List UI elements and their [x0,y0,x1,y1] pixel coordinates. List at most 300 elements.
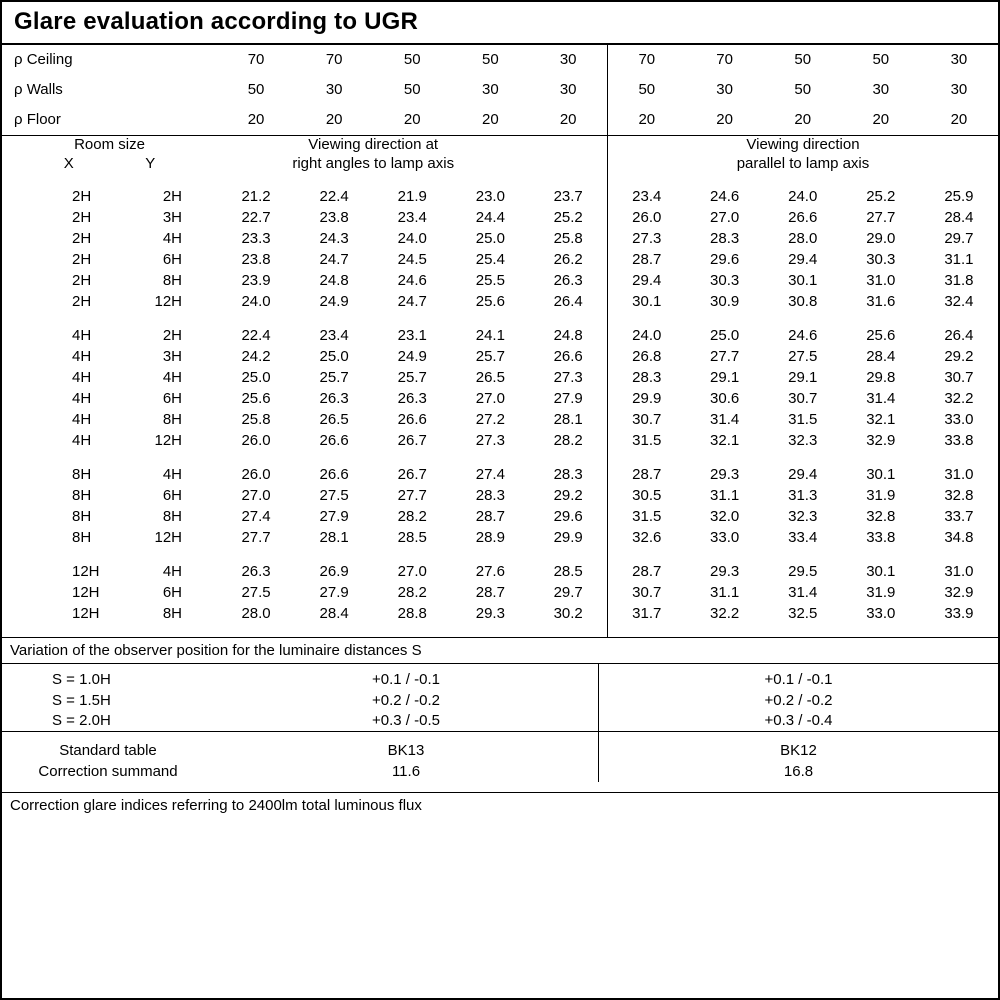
variation-perpendicular-values [214,664,599,731]
cell-ugr: 28.2 [397,584,427,602]
cell-x: 2H [72,188,92,206]
cell-ugr: 30.3 [866,251,896,269]
spacer-cell [842,548,920,561]
variation-perp-2: +0.2 / -0.2 [372,691,440,709]
spacer-cell [373,548,451,561]
cell-ugr: 31.5 [632,508,662,526]
cell-ugr: 30.2 [529,603,607,624]
cell-ugr: 22.4 [319,188,349,206]
cell-ugr: 27.5 [788,348,818,366]
cell-ugr: 27.3 [632,230,662,248]
footer-note: Correction glare indices referring to 2400lm total luminous flux [10,797,422,815]
table-row [2,291,998,312]
cell-ugr: 32.2 [944,390,974,408]
cell-ugr: 23.9 [241,272,271,290]
room-size-xy [2,561,217,582]
cell-ugr: 28.1 [319,529,349,547]
variation-block [2,664,998,731]
cell-ugr: 30.1 [632,293,662,311]
cell-ugr: 23.8 [319,209,349,227]
cell-walls-6: 50 [638,81,656,99]
cell-ugr: 27.0 [710,209,740,227]
room-size-x-label: X [63,154,74,172]
cell-ugr: 29.7 [944,230,974,248]
cell-ugr: 23.8 [241,251,271,269]
cell-floor-10: 20 [920,105,998,136]
cell-ugr: 27.7 [710,348,740,366]
cell-ugr: 30.9 [710,293,740,311]
cell-ceiling-9: 50 [872,51,890,69]
cell-x: 12H [72,563,100,581]
cell-ugr: 25.7 [319,369,349,387]
cell-ugr: 24.9 [319,293,349,311]
row-label-floor: ρ Floor [2,105,217,136]
cell-ugr: 27.3 [529,367,607,388]
table-row [2,270,998,291]
cell-ugr: 23.4 [632,188,662,206]
cell-ugr: 30.8 [788,293,818,311]
cell-ugr: 24.9 [397,348,427,366]
cell-ugr: 25.0 [241,369,271,387]
cell-ugr: 29.6 [710,251,740,269]
cell-ugr: 31.4 [788,584,818,602]
spacer-cell [451,624,529,637]
cell-ugr: 24.5 [397,251,427,269]
spacer-cell [842,312,920,325]
cell-ugr: 24.8 [529,325,607,346]
cell-ugr: 28.3 [475,487,505,505]
spacer-cell [2,624,217,637]
cell-y: 3H [162,348,183,366]
table-row [2,249,998,270]
spacer-cell [529,173,607,186]
cell-ugr: 29.2 [529,485,607,506]
table-row-walls [2,75,998,105]
table-row [2,207,998,228]
table-row-direction-headers [2,135,998,173]
spacer-row-top [2,173,998,186]
spacer-cell [373,312,451,325]
cell-ugr: 27.2 [475,411,505,429]
cell-x: 8H [72,487,92,505]
cell-y: 8H [162,508,183,526]
cell-floor-9: 20 [842,105,920,136]
cell-floor-1: 20 [217,105,295,136]
cell-ugr: 26.2 [529,249,607,270]
spacer-cell [607,173,685,186]
standard-table-parallel: BK12 [780,742,817,760]
row-label-walls: ρ Walls [14,81,63,99]
cell-ugr: 24.0 [397,230,427,248]
cell-ugr: 28.4 [944,209,974,227]
cell-y: 3H [162,209,183,227]
spacer-cell [529,548,607,561]
cell-ugr: 32.6 [632,529,662,547]
cell-ugr: 30.6 [710,390,740,408]
cell-ugr: 31.3 [788,487,818,505]
cell-ugr: 29.3 [710,563,740,581]
variation-labels [2,664,214,731]
cell-ugr: 32.9 [944,584,974,602]
cell-ugr: 26.3 [397,390,427,408]
cell-ceiling-4: 50 [482,51,499,69]
table-row [2,603,998,624]
cell-ugr: 30.7 [632,411,662,429]
direction-perpendicular-line2: right angles to lamp axis [292,154,455,172]
spacer-cell [529,312,607,325]
table-row [2,582,998,603]
cell-ugr: 32.1 [866,411,896,429]
cell-ugr: 24.6 [710,188,740,206]
cell-ugr: 27.7 [241,529,271,547]
cell-ugr: 30.5 [632,487,662,505]
cell-ugr: 27.6 [475,563,505,581]
room-size-xy [2,485,217,506]
cell-ugr: 26.6 [529,346,607,367]
bottom-padding [2,782,998,792]
cell-y: 12H [154,432,183,450]
cell-ugr: 28.7 [632,563,662,581]
room-size-xy [2,527,217,548]
cell-ugr: 29.1 [710,369,740,387]
table-row [2,325,998,346]
cell-y: 6H [162,487,183,505]
cell-ugr: 29.2 [944,348,974,366]
cell-ugr: 26.7 [397,466,427,484]
table-row [2,388,998,409]
cell-ugr: 33.9 [944,605,974,623]
cell-ugr: 32.5 [788,605,818,623]
spacer-cell [451,312,529,325]
cell-ugr: 31.1 [710,487,740,505]
cell-ugr: 31.5 [788,411,818,429]
room-size-xy [2,346,217,367]
cell-y: 12H [154,293,183,311]
room-size-xy [2,325,217,346]
cell-ugr: 28.2 [529,430,607,451]
cell-ugr: 34.8 [944,529,974,547]
room-size-xy [2,582,217,603]
spacer-cell [295,173,373,186]
spacer-cell [2,548,217,561]
room-size-xy [2,409,217,430]
cell-ugr: 26.6 [319,466,349,484]
cell-x: 4H [72,327,92,345]
cell-ugr: 24.1 [475,327,505,345]
cell-ugr: 29.9 [529,527,607,548]
cell-ugr: 24.6 [397,272,427,290]
cell-ugr: 25.7 [475,348,505,366]
cell-y: 4H [162,230,183,248]
variation-perp-3: +0.3 / -0.5 [372,711,440,729]
cell-ugr: 24.2 [241,348,271,366]
cell-x: 2H [72,293,92,311]
cell-ugr: 25.2 [529,207,607,228]
spacer-cell [2,312,217,325]
spacer-cell [529,624,607,637]
cell-ugr: 28.7 [632,251,662,269]
spacer-cell [295,451,373,464]
cell-ugr: 26.5 [319,411,349,429]
cell-ceiling-8: 50 [794,51,812,69]
spacer-cell [451,451,529,464]
standard-table-perpendicular: BK13 [387,742,425,760]
cell-ugr: 31.9 [866,487,896,505]
spacer-cell [217,548,295,561]
cell-ugr: 27.5 [319,487,349,505]
cell-ugr: 24.3 [319,230,349,248]
reflectance-header-table [2,45,998,638]
cell-x: 2H [72,251,92,269]
cell-y: 6H [162,584,183,602]
cell-ceiling-5: 30 [529,45,607,75]
cell-ugr: 21.9 [397,188,427,206]
spacer-cell [686,548,764,561]
cell-ugr: 33.8 [866,529,896,547]
table-row-floor [2,105,998,136]
cell-ugr: 31.0 [944,466,974,484]
direction-perpendicular-line1: Viewing direction at [308,135,439,153]
spacer-cell [842,173,920,186]
cell-ugr: 25.9 [944,188,974,206]
cell-ugr: 30.7 [632,584,662,602]
cell-ugr: 26.8 [632,348,662,366]
cell-ugr: 23.0 [475,188,505,206]
table-row-ceiling [2,45,998,75]
cell-ugr: 23.7 [529,186,607,207]
room-size-xy [2,603,217,624]
spacer-cell [295,312,373,325]
cell-x: 2H [72,209,92,227]
cell-ugr: 25.2 [866,188,896,206]
cell-ugr: 25.4 [475,251,505,269]
spacer-cell [764,624,842,637]
cell-ugr: 31.4 [710,411,740,429]
room-size-xy [2,430,217,451]
cell-x: 8H [72,529,92,547]
cell-y: 4H [162,466,183,484]
table-row [2,485,998,506]
cell-x: 4H [72,369,92,387]
room-size-xy [2,270,217,291]
cell-ugr: 23.4 [319,327,349,345]
table-row [2,561,998,582]
cell-ugr: 27.7 [397,487,427,505]
cell-ugr: 28.0 [241,605,271,623]
cell-ugr: 27.0 [397,563,427,581]
spacer-cell [217,624,295,637]
cell-ugr: 24.6 [788,327,818,345]
table-row [2,430,998,451]
cell-walls-2: 30 [325,81,343,99]
spacer-cell [764,451,842,464]
spacer-cell [686,451,764,464]
page-title: Glare evaluation according to UGR [14,8,419,35]
cell-ugr: 32.1 [710,432,740,450]
spacer-cell [764,312,842,325]
cell-walls-9: 30 [872,81,890,99]
cell-y: 2H [162,327,183,345]
table-row [2,527,998,548]
cell-ugr: 32.2 [710,605,740,623]
spacer-cell [607,312,685,325]
variation-par-1: +0.1 / -0.1 [764,671,833,689]
cell-ugr: 27.4 [241,508,271,526]
cell-x: 2H [72,272,92,290]
cell-ugr: 31.4 [866,390,896,408]
cell-ugr: 26.3 [319,390,349,408]
cell-ceiling-6: 70 [638,51,656,69]
cell-ugr: 25.8 [529,228,607,249]
spacer-cell [607,451,685,464]
cell-ugr: 29.4 [788,251,818,269]
cell-walls-5: 30 [529,75,607,105]
cell-ugr: 29.4 [788,466,818,484]
spacer-cell [217,312,295,325]
spacer-cell [607,548,685,561]
correction-summand-label: Correction summand [38,763,178,781]
cell-ugr: 23.3 [241,230,271,248]
variation-label-3: S = 2.0H [52,711,111,729]
cell-ugr: 26.0 [632,209,662,227]
correction-summand-parallel: 16.8 [783,763,814,781]
spacer-cell [295,548,373,561]
correction-summand-perpendicular: 11.6 [391,763,421,781]
spacer-cell [920,548,998,561]
spacer-cell [607,624,685,637]
cell-ugr: 29.4 [632,272,662,290]
table-row [2,409,998,430]
cell-y: 6H [162,390,183,408]
direction-perpendicular-header-spacer [529,135,607,173]
cell-y: 2H [162,188,183,206]
cell-ugr: 21.2 [241,188,271,206]
cell-ugr: 27.0 [241,487,271,505]
cell-ugr: 29.3 [710,466,740,484]
cell-ugr: 22.7 [241,209,271,227]
table-row [2,506,998,527]
standard-perpendicular [214,732,599,782]
cell-ugr: 30.7 [788,390,818,408]
cell-ugr: 32.8 [866,508,896,526]
cell-ugr: 23.4 [397,209,427,227]
variation-label-2: S = 1.5H [52,691,111,709]
spacer-cell [686,173,764,186]
direction-parallel-header [607,135,998,173]
cell-ugr: 31.0 [866,272,896,290]
cell-floor-8: 20 [764,105,842,136]
spacer-cell [842,451,920,464]
cell-ugr: 28.4 [319,605,349,623]
cell-ugr: 29.6 [529,506,607,527]
variation-parallel-values [599,664,998,731]
cell-x: 8H [72,508,92,526]
cell-ugr: 31.6 [866,293,896,311]
cell-ugr: 30.1 [866,466,896,484]
spacer-cell [920,624,998,637]
spacer-cell [2,173,217,186]
cell-ugr: 25.0 [319,348,349,366]
cell-floor-5: 20 [529,105,607,136]
cell-ugr: 28.0 [788,230,818,248]
cell-ugr: 33.0 [944,411,974,429]
variation-par-3: +0.3 / -0.4 [764,711,833,729]
cell-ugr: 28.1 [529,409,607,430]
cell-ugr: 32.8 [944,487,974,505]
spacer-cell [217,173,295,186]
cell-ugr: 26.5 [475,369,505,387]
cell-ceiling-7: 70 [716,51,733,69]
cell-ugr: 32.0 [710,508,740,526]
cell-ugr: 25.8 [241,411,271,429]
cell-x: 4H [72,390,92,408]
table-row [2,346,998,367]
cell-ugr: 27.0 [475,390,505,408]
cell-ugr: 33.0 [710,529,740,547]
cell-ugr: 29.7 [529,582,607,603]
spacer-cell [373,624,451,637]
cell-ugr: 24.0 [632,327,662,345]
spacer-cell [2,451,217,464]
cell-y: 8H [162,272,183,290]
cell-ugr: 26.3 [241,563,271,581]
cell-y: 4H [162,369,183,387]
cell-ugr: 26.6 [319,432,349,450]
cell-ugr: 30.1 [788,272,818,290]
cell-ugr: 31.8 [944,272,974,290]
table-row [2,228,998,249]
cell-ugr: 24.7 [319,251,349,269]
cell-ugr: 33.7 [944,508,974,526]
cell-ugr: 24.0 [788,188,818,206]
cell-ugr: 28.3 [632,369,662,387]
cell-walls-4: 30 [482,81,499,99]
table-row [2,464,998,485]
cell-x: 2H [72,230,92,248]
cell-x: 12H [72,584,100,602]
cell-ugr: 31.9 [866,584,896,602]
variation-par-2: +0.2 / -0.2 [764,691,833,709]
room-size-xy [2,291,217,312]
cell-ugr: 26.0 [241,432,271,450]
cell-walls-1: 50 [247,81,265,99]
cell-walls-8: 50 [794,81,812,99]
cell-ugr: 27.7 [866,209,896,227]
cell-ugr: 28.3 [529,464,607,485]
cell-ugr: 31.5 [632,432,662,450]
standard-parallel [599,732,998,782]
cell-ugr: 25.6 [866,327,896,345]
cell-ugr: 28.5 [529,561,607,582]
spacer-row [2,451,998,464]
cell-ugr: 27.9 [319,508,349,526]
variation-perp-1: +0.1 / -0.1 [372,671,440,689]
cell-ugr: 27.3 [475,432,505,450]
variation-note: Variation of the observer position for the luminaire distances S [10,642,422,660]
cell-ugr: 25.6 [241,390,271,408]
room-size-xy [2,464,217,485]
spacer-cell [451,173,529,186]
cell-ugr: 25.0 [475,230,505,248]
spacer-cell [295,624,373,637]
cell-ugr: 32.3 [788,432,818,450]
cell-x: 4H [72,348,92,366]
cell-ugr: 31.1 [710,584,740,602]
cell-floor-2: 20 [295,105,373,136]
spacer-cell [529,451,607,464]
room-size-xy [2,186,217,207]
variation-label-1: S = 1.0H [52,671,111,689]
